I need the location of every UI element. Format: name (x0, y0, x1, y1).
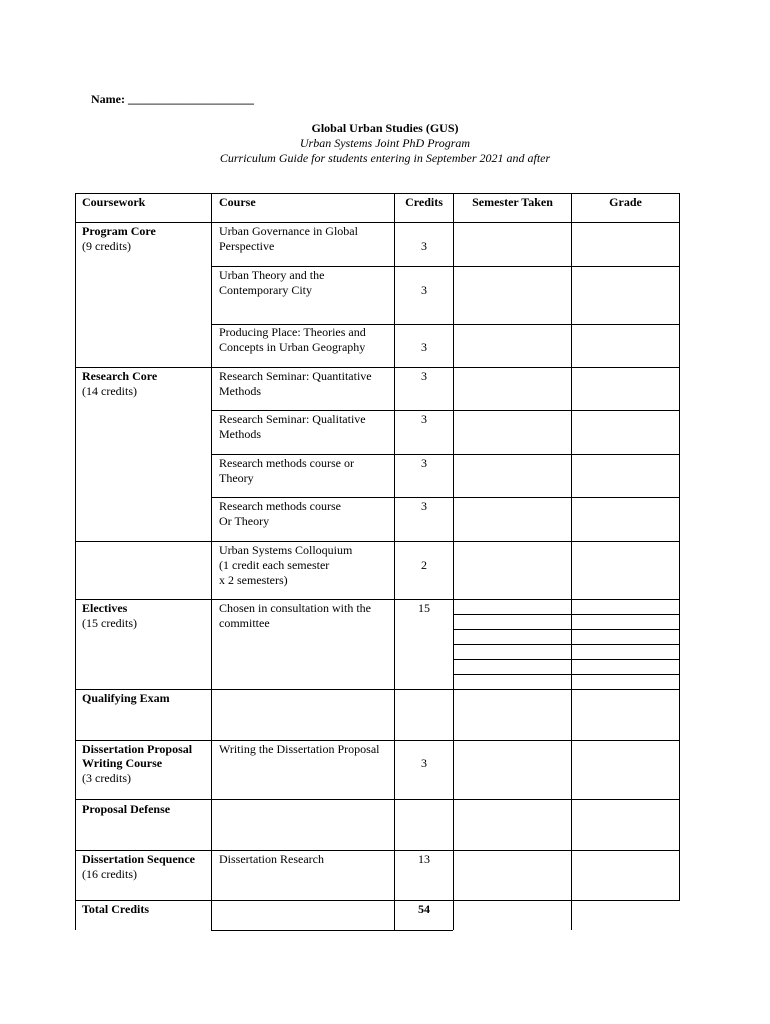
table-row-divider (75, 799, 679, 800)
course-credits: 3 (421, 369, 427, 383)
subrow-divider (211, 454, 679, 455)
course-credits: 3 (421, 756, 427, 770)
course-name: Theory (219, 471, 254, 485)
course-name: Writing the Dissertation Proposal (219, 742, 380, 756)
elective-line (453, 644, 679, 645)
course-credits: 3 (421, 239, 427, 253)
header-coursework: Coursework (82, 195, 146, 209)
document-subtitle-2: Curriculum Guide for students entering in September 2021 and after (219, 151, 551, 165)
proposal-course-credits: (3 credits) (82, 771, 131, 785)
course-credits: 2 (421, 558, 427, 572)
course-name: Dissertation Research (219, 852, 324, 866)
course-name: x 2 semesters) (219, 573, 288, 587)
course-credits: 3 (421, 499, 427, 513)
table-border-left (75, 193, 76, 930)
table-row-divider (75, 850, 679, 851)
program-core-credits: (9 credits) (82, 239, 131, 253)
dissertation-sequence-credits: (16 credits) (82, 867, 137, 881)
course-credits: 3 (421, 412, 427, 426)
course-name: Producing Place: Theories and (219, 325, 366, 339)
header-semester-taken: Semester Taken (472, 195, 553, 209)
total-credits-value: 54 (418, 902, 430, 916)
proposal-defense-label: Proposal Defense (82, 802, 171, 816)
table-border-right (679, 193, 680, 901)
research-core-credits: (14 credits) (82, 384, 137, 398)
header-course: Course (219, 195, 256, 209)
table-border-bottom (211, 930, 453, 931)
table-column-divider (571, 193, 572, 930)
course-name: Concepts in Urban Geography (219, 340, 366, 354)
course-name: Perspective (219, 239, 275, 253)
dissertation-sequence-label: Dissertation Sequence (82, 852, 195, 866)
course-name: Urban Systems Colloquium (219, 543, 353, 557)
elective-line (453, 614, 679, 615)
table-border-top (75, 193, 679, 194)
course-name: Research Seminar: Qualitative (219, 412, 366, 426)
document-subtitle: Urban Systems Joint PhD Program (299, 136, 471, 150)
subrow-divider (211, 410, 679, 411)
name-field-label: Name: _____________________ (91, 92, 254, 106)
document-title: Global Urban Studies (GUS) (311, 121, 459, 135)
course-name: Methods (219, 384, 261, 398)
subrow-divider (211, 266, 679, 267)
course-name: Methods (219, 427, 261, 441)
course-credits: 15 (418, 601, 430, 615)
course-name: Research methods course (219, 499, 341, 513)
table-row-divider (75, 222, 679, 223)
course-name: Research Seminar: Quantitative (219, 369, 372, 383)
course-credits: 3 (421, 340, 427, 354)
course-credits: 3 (421, 283, 427, 297)
table-row-divider (75, 740, 679, 741)
course-credits: 13 (418, 852, 430, 866)
course-credits: 3 (421, 456, 427, 470)
table-row-divider (75, 900, 679, 901)
course-name: Or Theory (219, 514, 270, 528)
course-name: Urban Governance in Global (219, 224, 358, 238)
qualifying-exam-label: Qualifying Exam (82, 691, 170, 705)
course-name: Urban Theory and the (219, 268, 325, 282)
table-column-divider (211, 193, 212, 930)
research-core-label: Research Core (82, 369, 158, 383)
table-column-divider (453, 193, 454, 930)
total-credits-label: Total Credits (82, 902, 150, 916)
elective-line (453, 659, 679, 660)
elective-line (453, 629, 679, 630)
course-name: Research methods course or (219, 456, 354, 470)
table-row-divider (75, 689, 679, 690)
header-credits: Credits (405, 195, 443, 209)
course-name: Contemporary City (219, 283, 312, 297)
electives-credits: (15 credits) (82, 616, 137, 630)
table-row-divider (75, 541, 679, 542)
subrow-divider (211, 497, 679, 498)
course-name: Chosen in consultation with the (219, 601, 371, 615)
program-core-label: Program Core (82, 224, 156, 238)
proposal-course-label: Dissertation Proposal (82, 742, 193, 756)
proposal-course-label: Writing Course (82, 756, 163, 770)
electives-label: Electives (82, 601, 128, 615)
table-row-divider (75, 599, 679, 600)
course-name: (1 credit each semester (219, 558, 330, 572)
elective-line (453, 674, 679, 675)
course-name: committee (219, 616, 270, 630)
header-grade: Grade (609, 195, 642, 209)
table-row-divider (75, 367, 679, 368)
